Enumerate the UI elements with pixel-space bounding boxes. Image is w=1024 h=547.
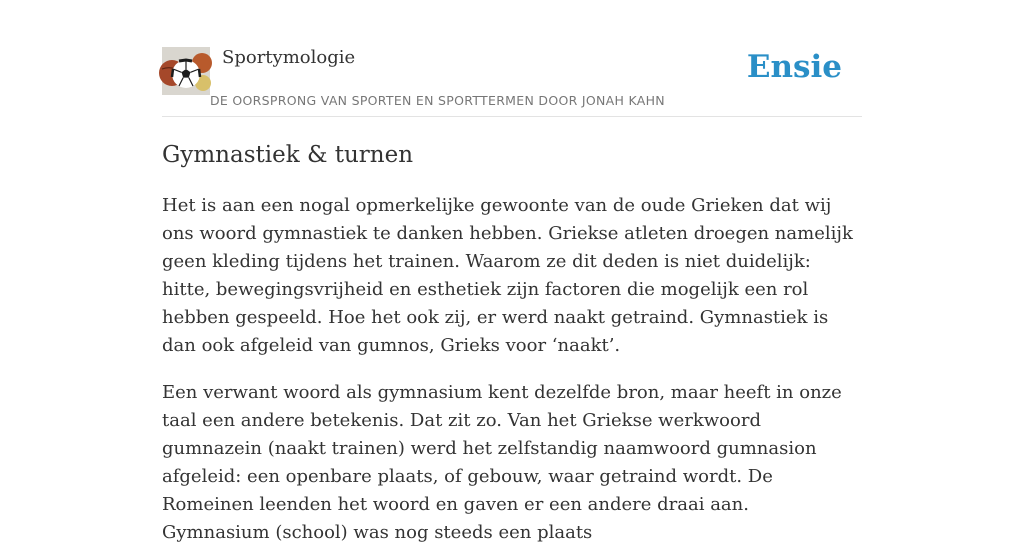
article-paragraph: Een verwant woord als gymnasium kent dezelfde bron, maar heeft in onze taal een andere betekenis. Dat zit zo. Van het Griekse werkwoord gumnazein (naakt trainen) werd het zelfstandig naamwoord gumnasion afgeleid: een openbare plaats, of gebouw, waar getraind wordt. De Romeinen leenden het woord en gaven er een andere draai aan. Gymnasium (school) was nog steeds een plaats [162,382,842,543]
article-paragraph: Het is aan een nogal opmerkelijke gewoonte van de oude Grieken dat wij ons woord gymnastiek te danken hebben. Griekse atleten droegen namelijk geen kleding tijdens het trainen. Waarom ze dit deden is niet duidelijk: hitte, bewegingsvrijheid en esthetiek zijn factoren die mogelijk een rol hebben gespeeld. Hoe het ook zij, er werd naakt getraind. Gymnastiek is dan ook afgeleid van gumnos, Grieks voor ‘naakt’. [162,195,853,356]
sports-balls-icon[interactable] [162,47,210,95]
blog-subtitle: DE OORSPRONG VAN SPORTEN EN SPORTTERMEN DOOR JONAH KAHN [210,93,665,108]
article [162,138,862,547]
blog-title-link[interactable]: Sportymologie [222,47,356,68]
article-title: Gymnastiek & turnen [162,142,414,168]
blog-header [162,44,862,117]
ensie-brand-link[interactable]: Ensie [746,49,842,85]
